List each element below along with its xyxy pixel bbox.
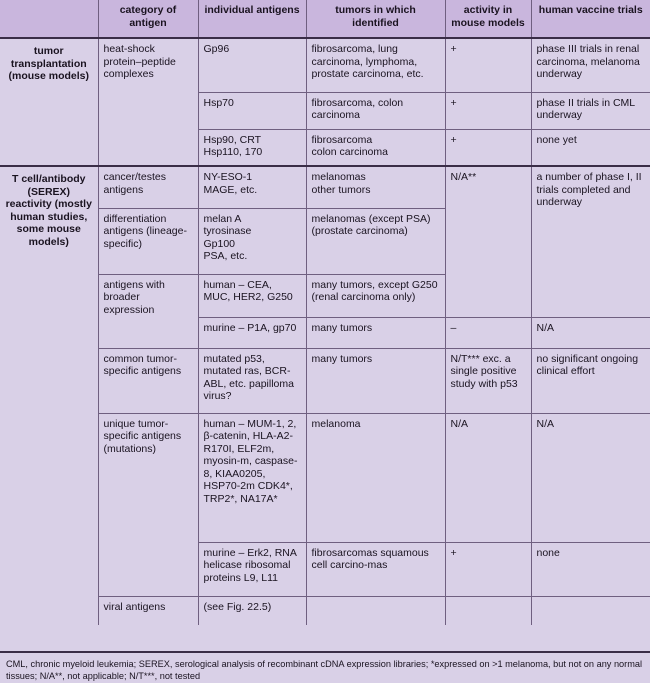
- activity-cell: N/A: [445, 413, 531, 542]
- activity-cell: +: [445, 92, 531, 129]
- tumors-cell: [306, 596, 445, 625]
- tumors-cell: fibrosarcoma, lung carcinoma, lymphoma, prostate carcinoma, etc.: [306, 38, 445, 92]
- activity-cell: N/T*** exc. a single positive study with p53: [445, 348, 531, 413]
- tumors-cell: melanoma: [306, 413, 445, 542]
- activity-cell: +: [445, 129, 531, 166]
- header-tumors: tumors in which identified: [306, 0, 445, 38]
- activity-cell: [445, 596, 531, 625]
- antigens-cell: human – MUM-1, 2, β-catenin, HLA-A2-R170I, ELF2m, myosin-m, caspase-8, KIAA0205, HSP70-2m CDK4*, TRP2*, NA17A*: [198, 413, 306, 542]
- tumors-cell: melanomas (except PSA) (prostate carcinoma): [306, 208, 445, 274]
- trials-cell: phase II trials in CML underway: [531, 92, 650, 129]
- tumors-cell: melanomas other tumors: [306, 166, 445, 208]
- tumors-cell: fibrosarcomas squamous cell carcino-mas: [306, 542, 445, 596]
- trials-cell: none: [531, 542, 650, 596]
- trials-cell: N/A: [531, 317, 650, 348]
- category-cell: viral antigens: [98, 596, 198, 625]
- table-row: [0, 166, 650, 208]
- trials-cell: none yet: [531, 129, 650, 166]
- group-label-t-cell-antibody: T cell/antibody (SEREX) reactivity (mostly human studies, some mouse models): [0, 166, 98, 625]
- tumors-cell: fibrosarcoma, colon carcinoma: [306, 92, 445, 129]
- table-row: [0, 348, 650, 413]
- activity-cell: N/A**: [445, 166, 531, 317]
- trials-cell: a number of phase I, II trials completed and underway: [531, 166, 650, 317]
- antigens-cell: human – CEA, MUC, HER2, G250: [198, 274, 306, 317]
- category-cell: common tumor-specific antigens: [98, 348, 198, 413]
- antigens-cell: Hsp90, CRT Hsp110, 170: [198, 129, 306, 166]
- table-row: [0, 596, 650, 625]
- antigens-cell: murine – Erk2, RNA helicase ribosomal proteins L9, L11: [198, 542, 306, 596]
- antigens-cell: melan A tyrosinase Gp100 PSA, etc.: [198, 208, 306, 274]
- activity-cell: +: [445, 38, 531, 92]
- header-row: [0, 0, 650, 38]
- antigens-cell: (see Fig. 22.5): [198, 596, 306, 625]
- table-footnote: CML, chronic myeloid leukemia; SEREX, serological analysis of recombinant cDNA expression libraries; *expressed on >1 melanoma, but not on any normal tissues; N/A**, not applicable; N/T***, not tested: [0, 651, 650, 683]
- antigens-cell: murine – P1A, gp70: [198, 317, 306, 348]
- trials-cell: no significant ongoing clinical effort: [531, 348, 650, 413]
- antigens-cell: Gp96: [198, 38, 306, 92]
- antigens-cell: Hsp70: [198, 92, 306, 129]
- trials-cell: phase III trials in renal carcinoma, melanoma underway: [531, 38, 650, 92]
- table-row: [0, 38, 650, 92]
- header-empty: [0, 0, 98, 38]
- category-cell: heat-shock protein–peptide complexes: [98, 38, 198, 166]
- trials-cell: N/A: [531, 413, 650, 542]
- header-trials: human vaccine trials: [531, 0, 650, 38]
- tumors-cell: fibrosarcoma colon carcinoma: [306, 129, 445, 166]
- category-cell: cancer/testes antigens: [98, 166, 198, 208]
- antigens-cell: NY-ESO-1 MAGE, etc.: [198, 166, 306, 208]
- activity-cell: –: [445, 317, 531, 348]
- header-category: category of antigen: [98, 0, 198, 38]
- header-antigens: individual antigens: [198, 0, 306, 38]
- tumors-cell: many tumors: [306, 317, 445, 348]
- trials-cell: [531, 596, 650, 625]
- tumors-cell: many tumors, except G250 (renal carcinoma only): [306, 274, 445, 317]
- activity-cell: +: [445, 542, 531, 596]
- category-cell: unique tumor-specific antigens (mutations): [98, 413, 198, 596]
- category-cell: differentiation antigens (lineage-specific): [98, 208, 198, 274]
- group-label-tumor-transplantation: tumor transplantation (mouse models): [0, 38, 98, 166]
- antigens-cell: mutated p53, mutated ras, BCR-ABL, etc. papilloma virus?: [198, 348, 306, 413]
- category-cell: antigens with broader expression: [98, 274, 198, 348]
- tumors-cell: many tumors: [306, 348, 445, 413]
- header-activity: activity in mouse models: [445, 0, 531, 38]
- table-row: [0, 413, 650, 542]
